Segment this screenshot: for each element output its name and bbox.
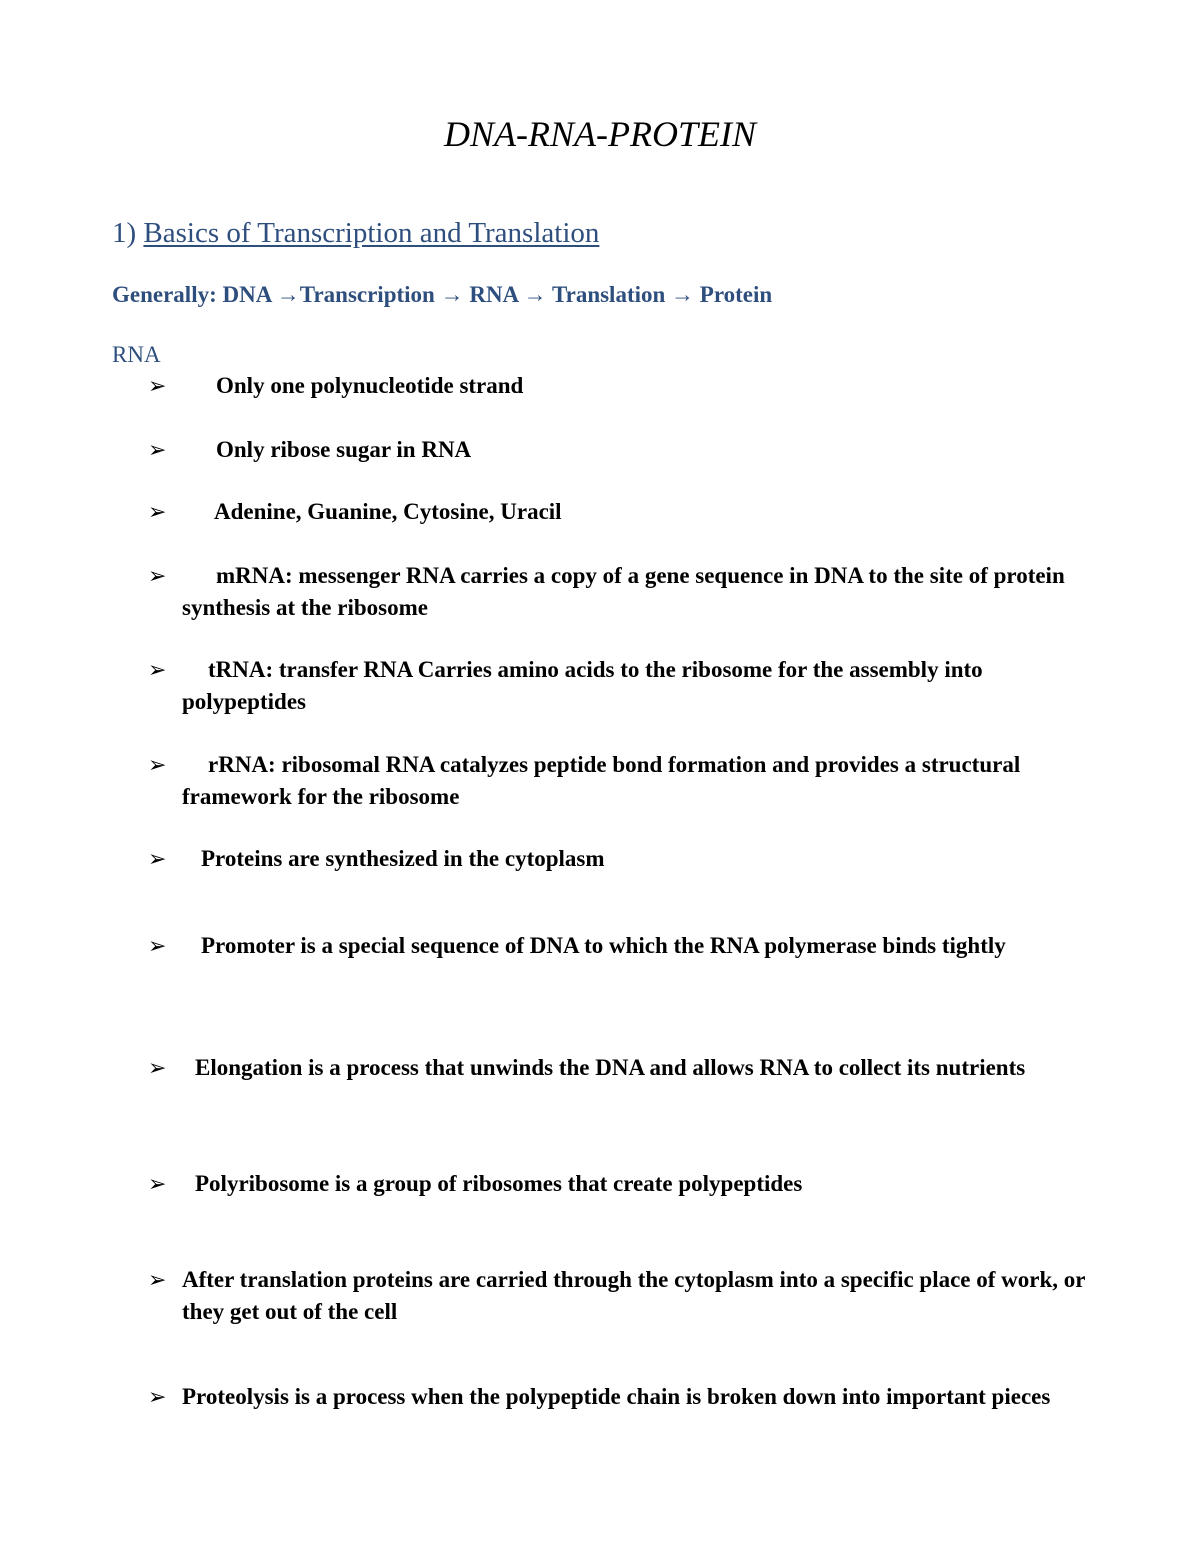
list-item (148, 654, 1088, 718)
list-item-text: Proteins are synthesized in the cytoplasm (201, 846, 605, 871)
list-item (148, 496, 1088, 528)
list-item-text: Polyribosome is a group of ribosomes that create polypeptides (195, 1171, 803, 1196)
list-item-text: rRNA: ribosomal RNA catalyzes peptide bond formation and provides a structural framework for the ribosome (182, 752, 1021, 809)
section-number: 1) (112, 217, 137, 249)
arrow-bullet-icon: ➢ (148, 499, 167, 524)
section-title: Basics of Transcription and Translation (143, 217, 600, 249)
section-heading (112, 214, 599, 252)
arrow-bullet-icon: ➢ (148, 1171, 167, 1196)
list-item-text: After translation proteins are carried through the cytoplasm into a specific place of work, or they get out of the cell (182, 1267, 1086, 1324)
arrow-bullet-icon: ➢ (148, 1384, 167, 1409)
list-item-text: Adenine, Guanine, Cytosine, Uracil (214, 499, 562, 524)
list-item-text: tRNA: transfer RNA Carries amino acids to the ribosome for the assembly into polypeptides (182, 657, 983, 714)
arrow-bullet-icon: ➢ (148, 373, 167, 398)
list-item (148, 560, 1088, 624)
list-item-text: Only ribose sugar in RNA (216, 437, 472, 462)
list-item (148, 370, 1088, 402)
list-item (148, 1168, 1088, 1200)
arrow-bullet-icon: ➢ (148, 437, 167, 462)
arrow-bullet-icon: ➢ (148, 1267, 167, 1292)
list-item (148, 1264, 1088, 1328)
list-item-text: Promoter is a special sequence of DNA to which the RNA polymerase binds tightly (201, 933, 1006, 958)
arrow-bullet-icon: ➢ (148, 1055, 167, 1080)
list-item (148, 843, 1088, 875)
rna-subheading: RNA (112, 342, 161, 367)
list-item (148, 1052, 1088, 1084)
list-item-text: mRNA: messenger RNA carries a copy of a gene sequence in DNA to the site of protein synthesis at the ribosome (182, 563, 1065, 620)
arrow-bullet-icon: ➢ (148, 846, 167, 871)
list-item (148, 434, 1088, 466)
arrow-bullet-icon: ➢ (148, 752, 167, 777)
list-item (148, 1381, 1088, 1413)
list-item (148, 749, 1088, 813)
arrow-bullet-icon: ➢ (148, 933, 167, 958)
list-item-text: Elongation is a process that unwinds the DNA and allows RNA to collect its nutrients (195, 1055, 1026, 1080)
list-item (148, 930, 1088, 962)
process-summary: Generally: DNA →Transcription → RNA → Translation → Protein (112, 282, 773, 307)
list-item-text: Only one polynucleotide strand (216, 373, 524, 398)
document-title: DNA-RNA-PROTEIN (444, 114, 756, 154)
arrow-bullet-icon: ➢ (148, 657, 167, 682)
arrow-bullet-icon: ➢ (148, 563, 167, 588)
list-item-text: Proteolysis is a process when the polypeptide chain is broken down into important pieces (182, 1384, 1051, 1409)
